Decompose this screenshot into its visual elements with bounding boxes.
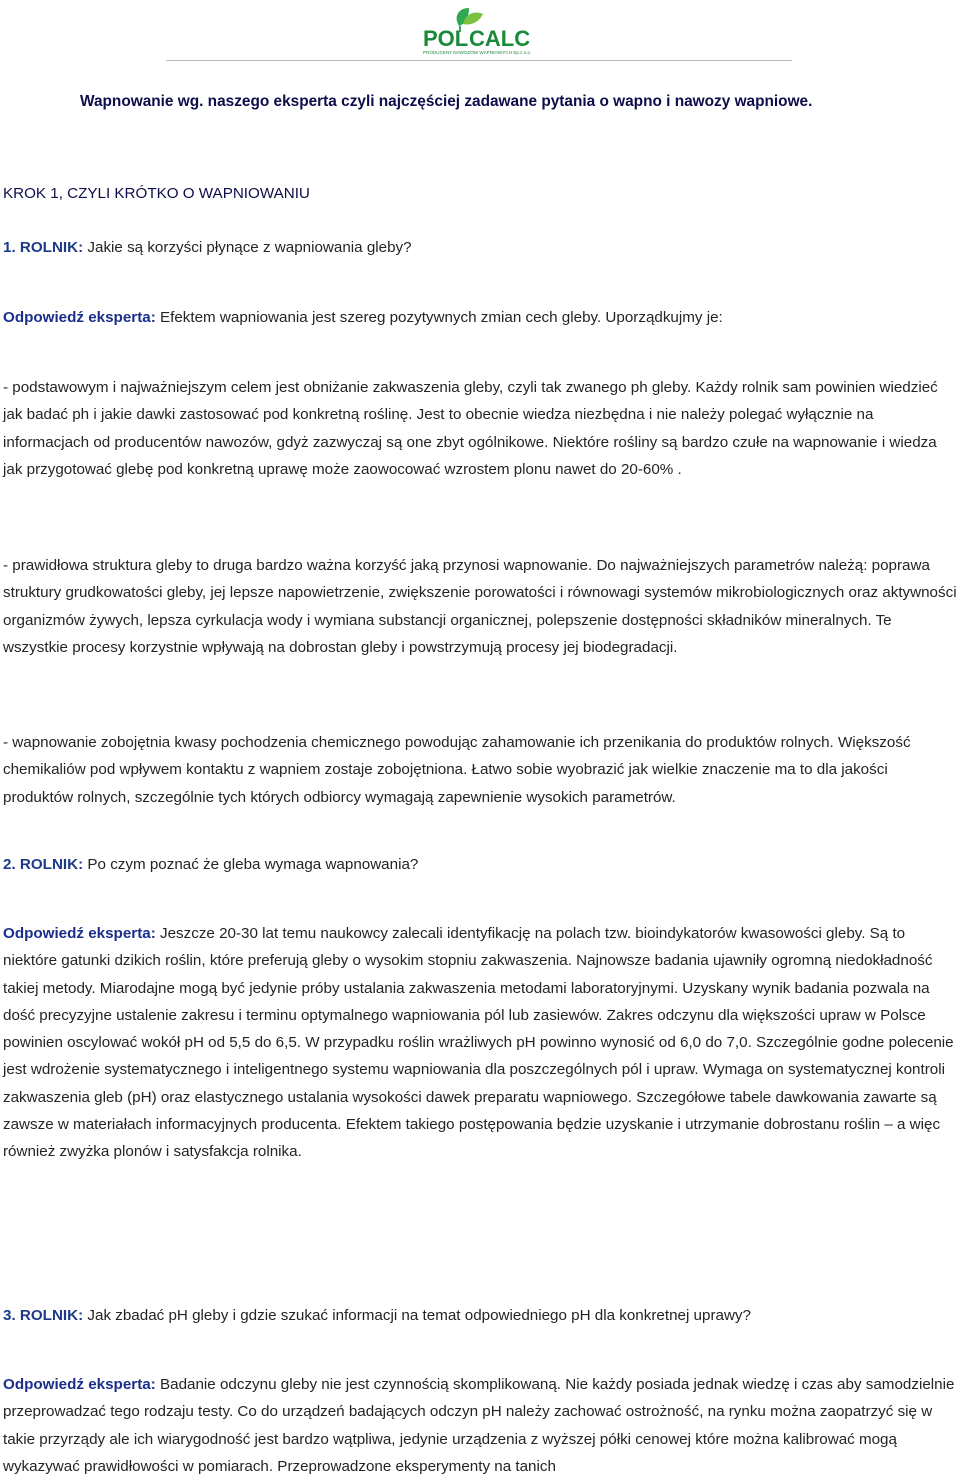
question-1-text: Jakie są korzyści płynące z wapniowania gleby? bbox=[87, 239, 412, 256]
answer-1-text: Efektem wapniowania jest szereg pozytywnych zmian cech gleby. Uporządkujmy je: bbox=[160, 309, 723, 326]
answer-1-bullet-2: - prawidłowa struktura gleby to druga bardzo ważna korzyść jaką przynosi wapnowanie. Do najważniejszych parametrów należą: poprawa struktury grudkowatości gleby, jej lepsze napowietrzenie, zwiększenie porowatości i równowagi systemów mikrobiologicznych oraz aktywności organizmów żywych, lepsza cyrkulacja wody i wymiana substancji organicznej, polepszenie dostępności składników mineralnych. Te wszystkie procesy korzystnie wpływają na dobrostan gleby i powstrzymują procesy jej biodegradacji. bbox=[3, 557, 957, 656]
answer-2-text: Jeszcze 20-30 lat temu naukowcy zalecali identyfikację na polach tzw. bioindykatorów kwasowości gleby. Są to niektóre gatunki dzikich roślin, które preferują gleby o wysokim stopniu zakwaszenia. Najnowsze badania ujawniły ogromną niedokładność takiej metody. Miarodajne mogą być jedynie próby ustalania zakwaszenia metodami laboratoryjnymi. Uzyskany wynik badania pozwala na dość precyzyjne ustalenie zakresu i terminu optymalnego wapniowania pól lub zasiewów. Zakres odczynu dla większości upraw w Polsce powinien oscylować wokół pH od 5,5 do 6,5. W przypadku roślin wrażliwych pH powinno wynosić od 6,0 do 7,0. Szczególnie godne polecenie jest wdrożenie systematycznego i inteligentnego systemu wapniowania dla poszczególnych pól i upraw. Wymaga on systematycznej kontroli zakwaszenia gleb (pH) oraz elastycznego ustalania wysokości dawek preparatu wapniowego. Szczegółowe tabele dawkowania zawarte są zawsze w materiałach informacyjnych producenta. Efektem takiego postępowania będzie uzyskanie i utrzymanie dobrostanu roślin – a więc również zwyżka plonów i satysfakcja rolnika. bbox=[3, 925, 954, 1161]
answer-1-intro bbox=[3, 304, 957, 331]
answer-1-bullet-1: - podstawowym i najważniejszym celem jest obniżanie zakwaszenia gleby, czyli tak zwanego ph gleby. Każdy rolnik sam powinien wiedzieć jak badać ph i jakie dawki zastosować pod konkretną roślinę. Jest to obecnie wiedza niezbędna i nie należy polegać wyłącznie na informacjach od producentów nawozów, gdyż zazwyczaj są one zbyt ogólnikowe. Niektóre rośliny są bardzo czułe na wapnowanie i wiedza jak przygotować glebę pod konkretną uprawę może zaowocować wzrostem plonu nawet do 20-60% . bbox=[3, 379, 938, 478]
question-2-label: 2. ROLNIK: bbox=[3, 856, 84, 873]
answer-1-bullet-3: - wapnowanie zobojętnia kwasy pochodzenia chemicznego powodując zahamowanie ich przenikania do produktów rolnych. Większość chemikaliów pod wpływem kontaktu z wapniem zostaje zobojętniona. Łatwo sobie wyobrazić jak wielkie znaczenie ma to dla jakości produktów rolnych, szczególnie tych których odbiorcy wymagają zapewnienie wysokich parametrów. bbox=[3, 734, 911, 806]
polcalc-logo bbox=[419, 4, 559, 56]
logo-graphic bbox=[419, 4, 559, 56]
answer-3 bbox=[3, 1371, 957, 1480]
step-heading: KROK 1, CZYLI KRÓTKO O WAPNIOWANIU bbox=[3, 185, 310, 202]
question-3 bbox=[3, 1302, 957, 1329]
answer-1-label: Odpowiedź eksperta: bbox=[3, 309, 156, 326]
answer-3-text: Badanie odczynu gleby nie jest czynnością skomplikowaną. Nie każdy posiada jednak wiedzę i czas aby samodzielnie przeprowadzać tego rodzaju testy. Co do urządzeń badających odczyn pH należy zachować ostrożność, na rynku można zaopatrzyć się w takie przyrządy ale ich wiarygodność jest bardzo wątpliwa, jedynie urządzenia z wyższej półki cenowej które można kalibrować mogą wykazywać prawidłowości w pomiarach. Przeprowadzone eksperymenty na tanich bbox=[3, 1376, 955, 1475]
question-3-text: Jak zbadać pH gleby i gdzie szukać informacji na temat odpowiedniego pH dla konkretnej uprawy? bbox=[87, 1307, 751, 1324]
question-1 bbox=[3, 234, 957, 261]
question-3-label: 3. ROLNIK: bbox=[3, 1307, 84, 1324]
logo-subtitle: PRODUCENT NAWOZÓW WAPNIOWYCH Sp.z o.o. bbox=[423, 50, 532, 55]
logo-text-calc: CALC bbox=[469, 26, 531, 51]
logo-text-pol: POL bbox=[423, 26, 469, 51]
question-2 bbox=[3, 851, 957, 878]
question-2-text: Po czym poznać że gleba wymaga wapnowania? bbox=[87, 856, 419, 873]
page-title: Wapnowanie wg. naszego eksperta czyli najczęściej zadawane pytania o wapno i nawozy wapniowe. bbox=[80, 93, 813, 110]
answer-3-label: Odpowiedź eksperta: bbox=[3, 1376, 156, 1393]
answer-2-label: Odpowiedź eksperta: bbox=[3, 925, 156, 942]
question-1-label: 1. ROLNIK: bbox=[3, 239, 84, 256]
answer-2 bbox=[3, 920, 957, 1166]
header-divider bbox=[166, 60, 792, 61]
